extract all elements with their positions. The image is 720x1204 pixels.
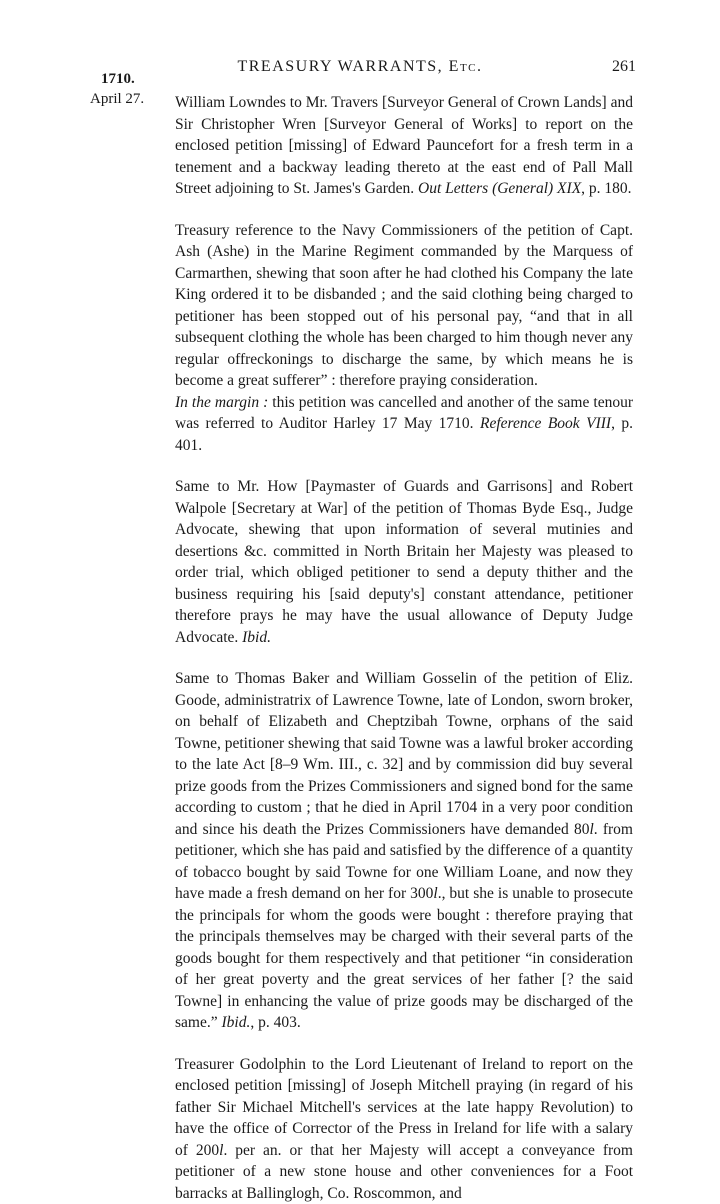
entries.2.parts-text: Ibid. [242,629,271,646]
entries.1.note-text: In the margin : [175,394,268,411]
page-number: 261 [612,58,636,76]
entry-paragraph [175,476,633,648]
entries.3.parts-text: Same to Thomas Baker and William Gosselin of the petition of Eliz. Goode, administratrix of Lawrence Towne, late of London, sworn broker, on behalf of Elizabeth and Cheptzibah Towne, orphans of the said Towne, petitioner shewing that said Towne was a lawful broker according to the late Act [8–9 Wm. III., c. 32] and by commission did buy several prize goods from the Prizes Commissioners and signed bond for the same according to custom ; that he died in April 1704 in a very poor condition and since his death the Prizes Commissioners have demanded 80 [175,670,633,838]
entries.3.parts-text: ., but she is unable to prosecute the principals for whom the goods were bought : therefore praying that the principals themselves may be charged with their several parts of the goods bought for them respectively and that petitioner “in consideration of her great poverty and the great services of her father [? the said Towne] in enhancing the value of prize goods may be discharged of the same.” [175,885,633,1031]
entries.1.note-text: Reference Book VIII [480,415,611,432]
entry-paragraph [175,92,633,200]
entries.1.note-text: this petition was cancelled and another of the same tenour was referred to Auditor Harley 17 May 1710. [175,394,633,433]
entries.0.parts-text: William Lowndes to Mr. Travers [Surveyor General of Crown Lands] and Sir Christopher Wren [Surveyor General of Works] to report on the enclosed petition [missing] of Edward Pauncefort for a fresh term in a tenement and a backway leading thereto at the east end of Pall Mall Street adjoining to St. James's Garden. [175,94,633,197]
entries.3.parts-text: Ibid. [221,1014,250,1031]
entries.3.parts-text: l [433,885,437,902]
running-title-etc: Etc. [449,58,483,75]
entries.2.parts-text: Same to Mr. How [Paymaster of Guards and Garrisons] and Robert Walpole [Secretary at War] of the petition of Thomas Byde Esq., Judge Advocate, shewing that upon information of several mutinies and desertions &c. committed in North Britain her Majesty was pleased to order trial, which obliged petitioner to send a deputy thither and the business requiring his [said deputy's] constant attendance, petitioner therefore prays he may have the usual allowance of Deputy Judge Advocate. [175,478,633,646]
entries.4.parts-text: . per an. or that her Majesty will accept a conveyance from petitioner of a new stone house and other conveniences for a Foot barracks at Ballinglogh, Co. Roscommon, and [175,1142,633,1202]
entries.3.parts-text: l [589,821,593,838]
margin-year: 1710. [101,71,135,88]
entries.3.parts-text: . from petitioner, which she has paid and satisfied by the difference of a quantity of tobacco bought by said Towne for one William Loane, and now they have made a fresh demand on her for 300 [175,821,633,903]
entries.1.parts-text: Treasury reference to the Navy Commissioners of the petition of Capt. Ash (Ashe) in the Marine Regiment commanded by the Marquess of Carmarthen, shewing that soon after he had clothed his Company the late King ordered it to be disbanded ; and the said clothing being charged to petitioner has been stopped out of his personal pay, “and that in all subsequent clothing the whole has been charged to him though never any regular offreckonings to discharge the same, by which means he is become a great sufferer” : therefore praying consideration. [175,222,633,390]
entries.4.parts-text: Treasurer Godolphin to the Lord Lieutenant of Ireland to report on the enclosed petition [missing] of Joseph Mitchell praying (in regard of his father Sir Michael Mitchell's services at the late happy Revolution) to have the office of Corrector of the Press in Ireland for life with a salary of 200 [175,1056,633,1159]
entries.0.parts-text: , p. 180. [581,180,631,197]
entry-gap [175,200,633,220]
document-body [175,92,633,1204]
running-title-main: TREASURY WARRANTS, [237,58,443,75]
entry-gap [175,648,633,668]
entry-gap [175,1034,633,1054]
entries.3.parts-text: , p. 403. [250,1014,300,1031]
entry-paragraph [175,1054,633,1204]
entries.4.parts-text: l [219,1142,223,1159]
entry-gap [175,456,633,476]
margin-note-paragraph [175,392,633,457]
entry-paragraph [175,668,633,1034]
entries.1.note-text: , p. 401. [175,415,633,454]
entry-paragraph [175,220,633,392]
margin-date: April 27. [90,91,144,108]
entries.0.parts-text: Out Letters (General) XIX [418,180,581,197]
